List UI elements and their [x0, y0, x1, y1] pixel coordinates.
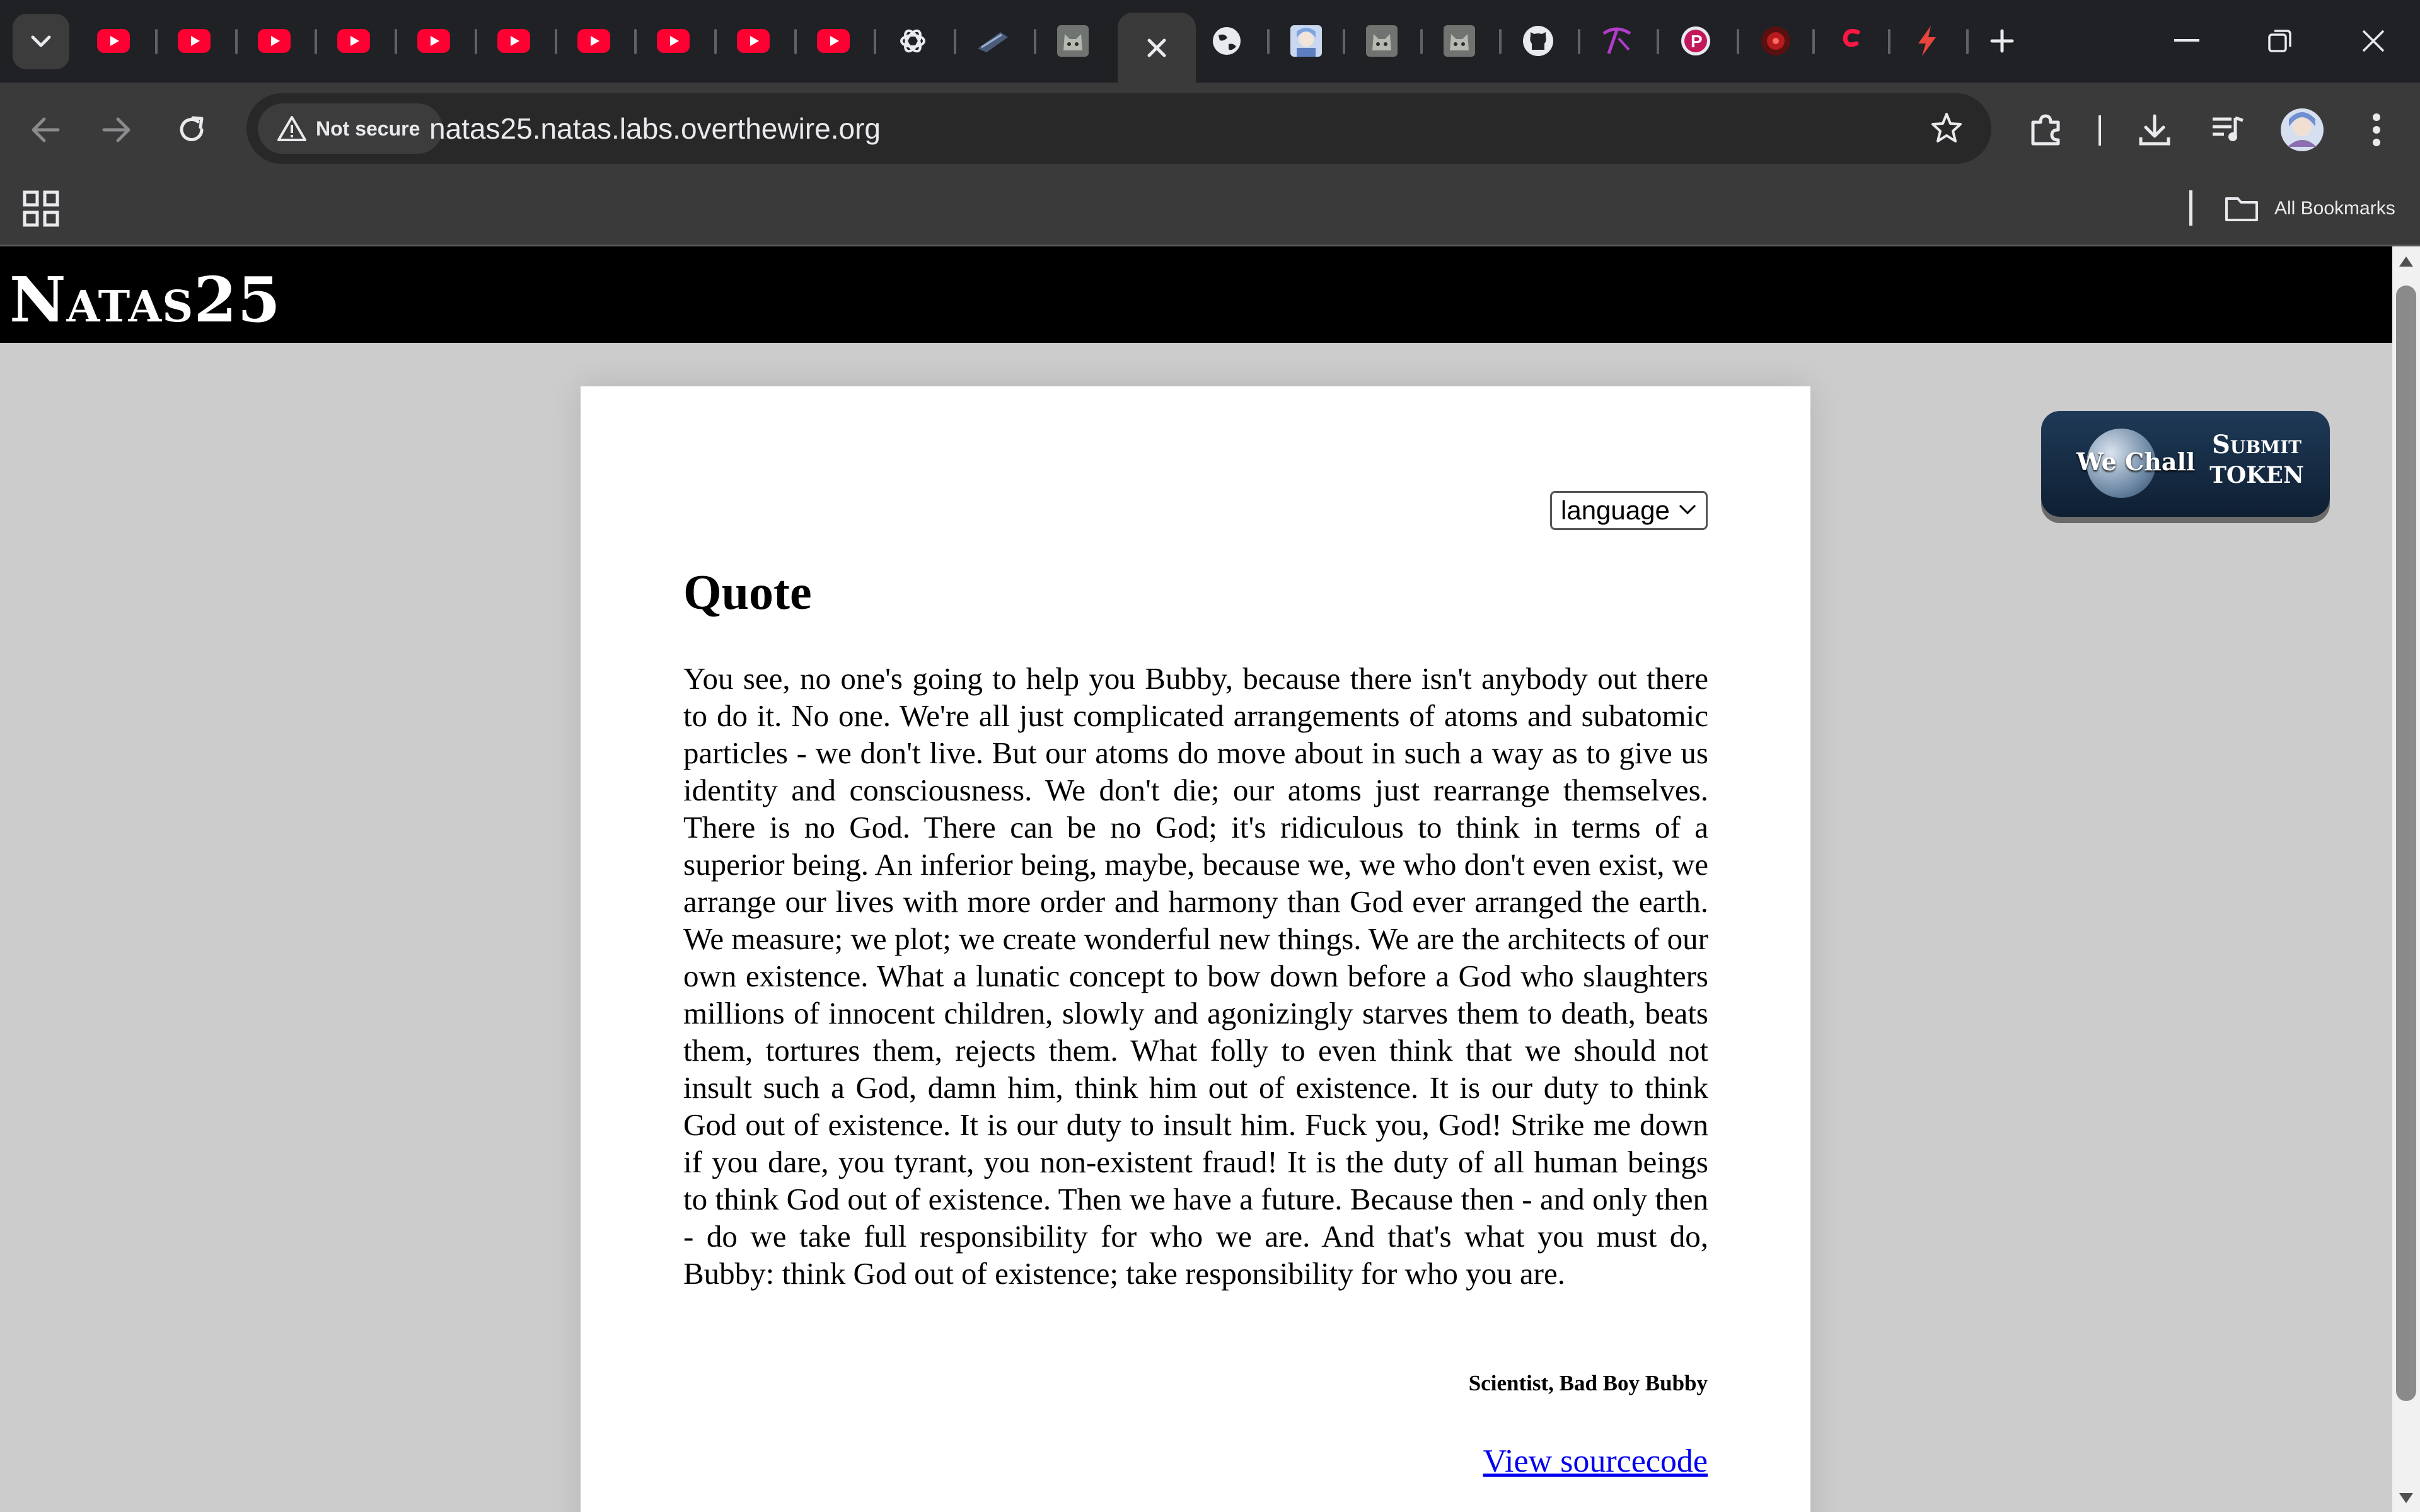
tab-youtube[interactable]	[475, 13, 553, 69]
youtube-icon	[497, 29, 530, 53]
tab-cat[interactable]	[1343, 13, 1421, 69]
tab-bolt[interactable]	[1888, 13, 1966, 69]
c-icon	[1838, 26, 1865, 56]
close-window-button[interactable]	[2332, 13, 2414, 69]
tab-pickaxe[interactable]	[1578, 13, 1656, 69]
all-bookmarks-button[interactable]	[2224, 187, 2395, 231]
restore-icon	[2268, 29, 2292, 53]
apps-button[interactable]	[21, 189, 61, 228]
security-label: Not secure	[316, 117, 420, 140]
security-chip[interactable]	[258, 103, 443, 154]
page-viewport	[0, 246, 2420, 1512]
star-icon	[1930, 112, 1963, 144]
bookmark-star-button[interactable]	[1925, 106, 1969, 150]
puzzle-icon	[2028, 112, 2063, 147]
language-select-value: language	[1561, 495, 1670, 525]
tab-strip	[0, 0, 2420, 83]
quote-text: You see, no one's going to help you Bubby, because there isn't anybody out there to do it. No one. We're all just complicated arrangements of atoms and subatomic particles - we don't live. But our atoms do move about in such a way as to give us identity and consciousness. We don't die; our atoms just rearrange themselves. There is no God. There can be no God; it's ridiculous to think in terms of a superior being. An inferior being, maybe, because we, we who don't even exist, we arrange our lives with more order and harmony than God ever arranged the earth. We measure; we plot; we create wonderful new things. We are the architects of our own existence. What a lunatic concept to bow down before a God who slaughters millions of innocent children, slowly and agonizingly starves them to death, beats them, tortures them, rejects them. What folly to even think that we should not insult such a God, damn him, think him out of existence. It is our duty to think God out of existence. It is our duty to insult him. Fuck you, God! Strike me down if you dare, you tyrant, you non-existent fraud! It is the duty of all human beings to think God out of existence. Then we have a future. Because then - and only then - do we take full responsibility for who we are. And that's what you must do, Bubby: think God out of existence; take responsibility for who you are.	[683, 661, 1708, 1291]
pickaxe-icon	[1600, 25, 1634, 57]
page-title: Quote	[683, 565, 812, 620]
profile-button[interactable]	[2276, 103, 2329, 156]
new-tab-button[interactable]	[1961, 13, 2043, 69]
quote-author: Scientist, Bad Boy Bubby	[1468, 1371, 1708, 1395]
forward-arrow-icon	[101, 116, 132, 144]
all-bookmarks-label: All Bookmarks	[2274, 198, 2395, 219]
plus-icon	[1989, 28, 2015, 54]
browser-toolbar	[0, 83, 2420, 175]
download-icon	[2137, 112, 2172, 147]
tab-cat[interactable]	[1034, 13, 1112, 69]
bookmarks-bar	[0, 175, 2420, 246]
globe-icon	[1211, 25, 1242, 57]
avatar	[2280, 108, 2324, 152]
media-controls-button[interactable]	[2201, 103, 2254, 156]
cat-icon	[1057, 25, 1089, 57]
submit-token-label: Submit TOKEN	[2209, 430, 2304, 488]
tab-youtube[interactable]	[155, 13, 233, 69]
kebab-menu-icon	[2372, 113, 2381, 147]
wechall-label: We Chall	[2076, 447, 2196, 476]
tab-youtube[interactable]	[235, 13, 313, 69]
extensions-button[interactable]	[2019, 103, 2072, 156]
red-orb-icon	[1760, 25, 1792, 57]
apps-grid-icon	[21, 189, 61, 228]
reload-button[interactable]	[166, 105, 217, 155]
warning-icon	[277, 115, 307, 142]
tab-chatgpt[interactable]	[874, 13, 952, 69]
restore-button[interactable]	[2239, 13, 2321, 69]
tab-youtube[interactable]	[315, 13, 393, 69]
tab-youtube[interactable]	[395, 13, 473, 69]
scrollbar-thumb[interactable]	[2396, 286, 2416, 1401]
cat-icon	[1444, 25, 1475, 57]
tab-natas25-active[interactable]	[1118, 13, 1196, 83]
youtube-icon	[577, 29, 610, 53]
youtube-icon	[737, 29, 770, 53]
minimize-icon	[2174, 39, 2199, 43]
anime-avatar-icon	[1290, 25, 1322, 57]
chatgpt-icon	[898, 26, 928, 56]
browser-menu-button[interactable]	[2350, 103, 2403, 156]
youtube-icon	[337, 29, 370, 53]
tab-youtube[interactable]	[555, 13, 633, 69]
forward-button[interactable]	[91, 105, 142, 155]
toolbar-divider	[2099, 115, 2101, 146]
scroll-up-arrow-icon[interactable]	[2399, 255, 2414, 268]
game-icon	[975, 26, 1010, 56]
site-header	[0, 246, 2392, 343]
bolt-icon	[1914, 25, 1940, 57]
view-sourcecode-link[interactable]: View sourcecode	[1483, 1443, 1708, 1479]
youtube-icon	[97, 29, 130, 53]
youtube-icon	[417, 29, 450, 53]
language-select[interactable]	[1550, 491, 1708, 530]
reload-icon	[177, 115, 207, 145]
back-arrow-icon	[30, 116, 61, 144]
youtube-icon	[178, 29, 211, 53]
youtube-icon	[258, 29, 291, 53]
tab-github[interactable]	[1499, 13, 1577, 69]
scroll-down-arrow-icon[interactable]	[2399, 1492, 2414, 1504]
content-panel	[581, 386, 1810, 1512]
p-icon	[1680, 25, 1711, 57]
tab-c[interactable]	[1812, 13, 1890, 69]
tab-youtube[interactable]	[794, 13, 872, 69]
tab-youtube[interactable]	[634, 13, 712, 69]
tab-cat[interactable]	[1420, 13, 1498, 69]
tab-anime[interactable]	[1267, 13, 1345, 69]
url-text[interactable]: natas25.natas.labs.overthewire.org	[429, 112, 881, 145]
address-bar[interactable]	[246, 93, 1991, 164]
wechall-submit-token-button[interactable]	[2041, 411, 2330, 517]
tab-globe[interactable]	[1188, 13, 1266, 69]
downloads-button[interactable]	[2128, 103, 2181, 156]
folder-icon	[2224, 195, 2259, 222]
svg-text:P: P	[1691, 32, 1703, 51]
cat-icon	[1366, 25, 1398, 57]
chevron-down-icon	[30, 35, 52, 49]
youtube-icon	[657, 29, 690, 53]
site-title: NATAS25	[9, 264, 281, 337]
tab-youtube[interactable]	[74, 13, 153, 69]
back-button[interactable]	[20, 105, 71, 155]
tab-search-button[interactable]	[13, 14, 69, 69]
close-icon	[2361, 29, 2385, 53]
minimize-button[interactable]	[2146, 13, 2228, 69]
queue-music-icon	[2210, 114, 2245, 146]
close-icon[interactable]	[1146, 37, 1167, 59]
page-scrollbar[interactable]	[2392, 246, 2420, 1512]
github-icon	[1522, 25, 1554, 57]
tab-game[interactable]	[954, 13, 1032, 69]
chevron-down-icon	[1678, 503, 1697, 516]
tab-p[interactable]	[1657, 13, 1735, 69]
youtube-icon	[817, 29, 850, 53]
tab-youtube[interactable]	[714, 13, 792, 69]
bookmarks-divider	[2189, 190, 2192, 226]
tab-red-orb[interactable]	[1737, 13, 1815, 69]
